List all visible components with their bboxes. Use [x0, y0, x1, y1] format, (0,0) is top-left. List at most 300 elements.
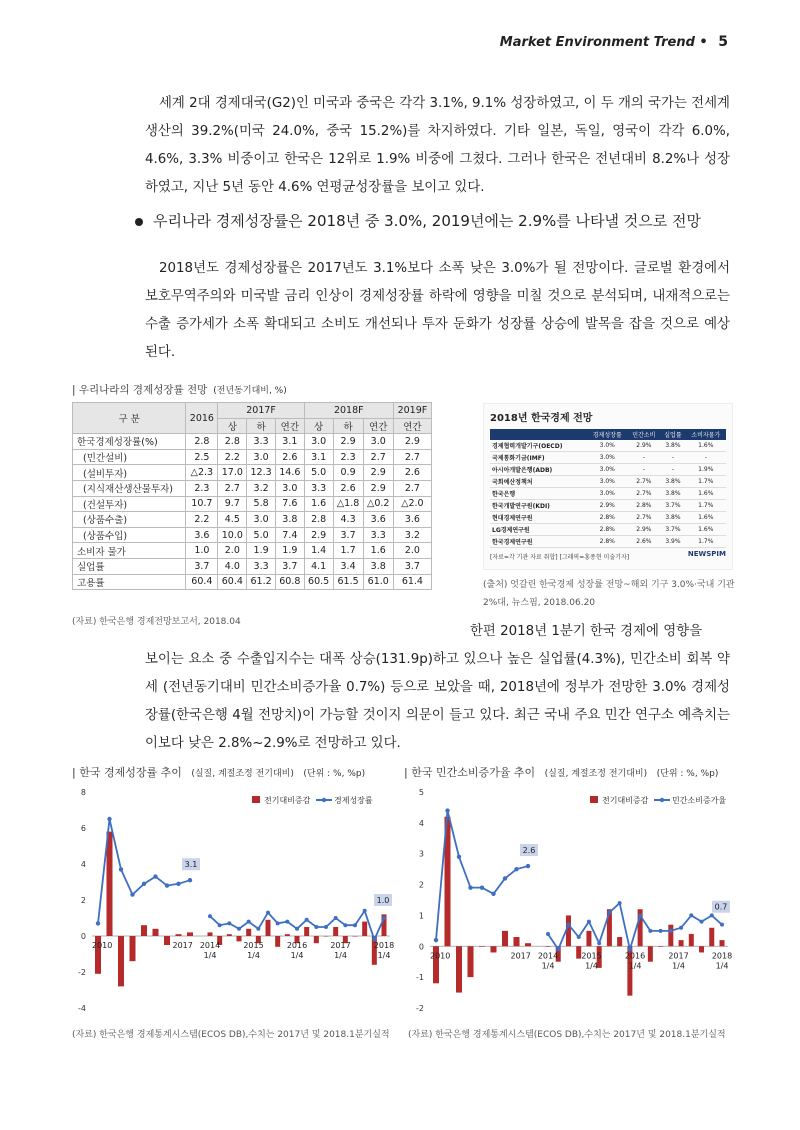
image-table-row	[490, 440, 726, 452]
image-table-cell: 3.7%	[660, 524, 685, 536]
paragraph-g2-text: 세계 2대 경제대국(G2)인 미국과 중국은 각각 3.1%, 9.1% 성장하였고, 이 두 개의 국가는 전세계 생산의 39.2%(미국 24.0%, 중국 15.2%)를 차지하였다. 기타 일본, 독일, 영국이 각각 6.0%, 4.6%, 3.3% 비중이고 한국은 12위로 1.9% 비중에 그쳤다. 그러나 한국은 전년대비 8.2%나 성장하였고, 지난 5년 동안 4.6% 연평균성장률을 보이고 있다.	[145, 96, 730, 195]
annual-bar	[479, 946, 485, 947]
table-cell: 3.0	[247, 449, 276, 465]
legend-bar-swatch	[590, 796, 598, 803]
th-yeon: 연간	[275, 418, 304, 434]
image-table-cell: 국제통화기금(IMF)	[490, 452, 587, 464]
image-table-cell: 1.6%	[686, 440, 726, 452]
table-cell: 2.9	[304, 527, 333, 543]
quarter-point	[679, 926, 683, 930]
paragraph-q1-start	[470, 618, 730, 646]
legend-bar-label: 전기대비증감	[264, 796, 311, 805]
quarter-point	[566, 923, 570, 927]
quarter-point	[285, 920, 289, 924]
quarter-value-label: 0.7	[714, 902, 728, 912]
image-table-row	[490, 488, 726, 500]
image-table-cell: 한국경제연구원	[490, 536, 587, 548]
quarter-line	[210, 911, 384, 940]
image-table-cell: -	[627, 464, 660, 476]
image-table-cell: 3.8%	[660, 440, 685, 452]
table-cell: 3.0	[304, 434, 333, 450]
quarter-point	[597, 941, 601, 945]
table-cell: 61.2	[247, 574, 276, 590]
quarter-point	[256, 927, 260, 931]
image-table-cell: 3.0%	[587, 488, 627, 500]
image-table-header: 소비자물가	[686, 429, 726, 440]
annual-point	[445, 808, 449, 812]
row-label: (상품수입)	[73, 527, 186, 543]
quarter-bar	[266, 920, 271, 936]
quarter-bar	[285, 934, 290, 936]
image-table-cell: 1.6%	[686, 512, 726, 524]
table-cell: 3.2	[247, 480, 276, 496]
th-sang: 상	[304, 418, 333, 434]
y-tick-label: 2	[418, 880, 424, 890]
table-cell: 1.9	[247, 543, 276, 559]
quarter-tick-year: 2014	[537, 951, 559, 961]
table-cell: 3.7	[275, 558, 304, 574]
quarter-point	[237, 927, 241, 931]
annual-point	[107, 817, 111, 821]
table-cell: 1.4	[304, 543, 333, 559]
quarter-tick-year: 2016	[286, 941, 308, 950]
page-number: 5	[718, 34, 728, 50]
table-cell: 2.7	[393, 449, 431, 465]
quarter-bar	[304, 927, 309, 936]
table-cell: 3.0	[275, 480, 304, 496]
image-table-cell: 2.8%	[627, 500, 660, 512]
table-row	[73, 480, 432, 496]
image-table-row	[490, 500, 726, 512]
annual-point	[142, 882, 146, 886]
annual-bar	[468, 946, 474, 977]
table-cell: 3.3	[247, 434, 276, 450]
table-source: (자료) 한국은행 경제전망보고서, 2018.04	[72, 617, 241, 627]
chart1-subtitle: (실질, 계절조정 전기대비)	[191, 769, 294, 779]
table-cell: 2.2	[218, 449, 247, 465]
image-table-cell: 2.7%	[627, 512, 660, 524]
quarter-bar	[237, 936, 242, 941]
row-label: (건설투자)	[73, 496, 186, 512]
table-caption-title: | 우리나라의 경제성장률 전망	[72, 384, 208, 396]
table-cell: 9.7	[218, 496, 247, 512]
annual-point	[491, 892, 495, 896]
quarter-bar	[709, 928, 714, 947]
quarter-point	[720, 923, 724, 927]
annual-bar	[514, 937, 520, 946]
y-tick-label: -4	[78, 1004, 86, 1013]
table-cell: 2.2	[186, 512, 218, 528]
image-source-1: (출처) 엇갈린 한국경제 성장률 전망~해외 기구 3.0%·국내 기관	[483, 580, 735, 590]
annual-point	[188, 878, 192, 882]
table-cell: 2.6	[333, 480, 363, 496]
table-row	[73, 527, 432, 543]
table-cell: △2.3	[186, 465, 218, 481]
image-forecast-table	[490, 429, 726, 548]
table-cell: 2.8	[304, 512, 333, 528]
image-table-cell: -	[686, 452, 726, 464]
quarter-tick-sub: 1/4	[715, 961, 729, 971]
quarter-bar	[648, 946, 653, 961]
annual-bar	[130, 936, 136, 961]
annual-point	[165, 883, 169, 887]
chart2-source: (자료) 한국은행 경제통계시스템(ECOS DB),수치는 2017년 및 2018.1분기실적	[408, 1030, 726, 1040]
annual-bar	[153, 929, 159, 936]
table-row	[73, 449, 432, 465]
quarter-point	[314, 925, 318, 929]
image-table-cell: 2.8%	[587, 524, 627, 536]
table-cell: 4.3	[333, 512, 363, 528]
table-cell: 3.6	[393, 512, 431, 528]
y-tick-label: 0	[418, 942, 424, 952]
th-ha: 하	[247, 418, 276, 434]
annual-point	[468, 885, 472, 889]
quarter-bar	[546, 946, 551, 947]
image-source-2: 2%대, 뉴스핌, 2018.06.20	[483, 598, 596, 608]
chart2-title: | 한국 민간소비증가율 추이	[404, 766, 536, 779]
y-tick-label: 4	[80, 860, 86, 869]
quarter-bar	[617, 937, 622, 946]
table-cell: 2.7	[363, 449, 393, 465]
image-table-cell: 3.0%	[587, 440, 627, 452]
table-cell: 5.0	[304, 465, 333, 481]
y-tick-label: -2	[78, 968, 86, 977]
table-cell: 5.0	[247, 527, 276, 543]
header-bullet: •	[699, 35, 708, 50]
x-tick-label: 2017	[172, 941, 193, 950]
table-row	[73, 574, 432, 590]
quarter-tick-year: 2018	[373, 941, 395, 950]
table-cell: 3.0	[247, 512, 276, 528]
quarter-tick-sub: 1/4	[628, 961, 642, 971]
bullet-dot-icon	[135, 218, 143, 226]
table-cell: △1.8	[333, 496, 363, 512]
image-table-cell: 3.0%	[587, 464, 627, 476]
table-cell: 61.0	[363, 574, 393, 590]
x-tick-label: 2010	[92, 941, 113, 950]
quarter-tick-year: 2015	[243, 941, 264, 950]
quarter-bar	[333, 927, 338, 936]
table-row	[73, 434, 432, 450]
quarter-tick-sub: 1/4	[585, 961, 598, 971]
table-cell: 3.1	[304, 449, 333, 465]
table-cell: 3.2	[393, 527, 431, 543]
image-table-cell: 3.8%	[660, 512, 685, 524]
quarter-bar	[586, 931, 591, 946]
table-cell: 2.7	[393, 480, 431, 496]
row-label: (지식재산생산물투자)	[73, 480, 186, 496]
table-cell: 2.0	[393, 543, 431, 559]
table-cell: 2.8	[186, 434, 218, 450]
quarter-point	[343, 923, 347, 927]
table-cell: 3.0	[363, 434, 393, 450]
image-title: 2018년 한국경제 전망	[490, 413, 593, 424]
quarter-tick-sub: 1/4	[541, 961, 555, 971]
image-table-cell: 3.7%	[660, 500, 685, 512]
table-cell: 4.1	[304, 558, 333, 574]
row-label: (설비투자)	[73, 465, 186, 481]
quarter-bar	[314, 936, 319, 943]
quarter-line	[548, 903, 722, 949]
gdp-growth-chart	[60, 780, 400, 1020]
table-cell: 3.6	[186, 527, 218, 543]
image-table-cell: 2.8%	[587, 536, 627, 548]
image-table-cell: 현대경제연구원	[490, 512, 587, 524]
image-table-cell: 3.9%	[660, 536, 685, 548]
quarter-value-label: 1.0	[376, 896, 390, 905]
table-cell: 2.3	[186, 480, 218, 496]
quarter-point	[648, 929, 652, 933]
table-cell: 1.6	[363, 543, 393, 559]
annual-bar	[187, 932, 193, 936]
running-header	[500, 34, 728, 50]
y-tick-label: 4	[418, 818, 424, 828]
annual-point	[434, 938, 438, 942]
image-table-header: 민간소비	[627, 429, 660, 440]
legend-line-marker	[322, 798, 326, 802]
quarter-point	[247, 920, 251, 924]
newspim-logo: NEWSPIM	[687, 550, 726, 558]
table-cell: 3.3	[363, 527, 393, 543]
table-cell: 3.7	[186, 558, 218, 574]
y-tick-label: 1	[418, 911, 424, 921]
image-table-cell: 3.8%	[660, 476, 685, 488]
quarter-point	[276, 921, 280, 925]
table-cell: 3.4	[333, 558, 363, 574]
x-tick-label: 2017	[510, 951, 531, 961]
annual-point	[130, 892, 134, 896]
annual-point	[176, 882, 180, 886]
quarter-bar	[324, 936, 329, 937]
table-cell: 60.4	[186, 574, 218, 590]
legend-line-label: 경제성장률	[334, 796, 373, 805]
paragraph-2018-text: 2018년도 경제성장률은 2017년도 3.1%보다 소폭 낮은 3.0%가 될 전망이다. 글로벌 환경에서 보호무역주의와 미국발 금리 인상이 경제성장률 하락에 영향을 미칠 것으로 분석되며, 내재적으로는 수출 증가세가 소폭 확대되고 소비도 개선되나 투자 둔화가 성장률 상승에 발목을 잡을 것으로 예상된다.	[145, 261, 730, 360]
image-table-row	[490, 464, 726, 476]
quarter-tick-sub: 1/4	[672, 961, 685, 971]
image-table-header: 실업률	[660, 429, 685, 440]
quarter-point	[227, 921, 231, 925]
image-table-cell: 3.0%	[587, 452, 627, 464]
quarter-point	[710, 913, 714, 917]
table-cell: 3.7	[333, 527, 363, 543]
table-cell: 7.4	[275, 527, 304, 543]
quarter-tick-sub: 1/4	[377, 951, 391, 960]
table-cell: 2.9	[393, 434, 431, 450]
table-cell: 0.9	[333, 465, 363, 481]
table-cell: 4.5	[218, 512, 247, 528]
quarter-tick-year: 2017	[668, 951, 689, 961]
table-cell: 61.4	[393, 574, 431, 590]
y-tick-label: 8	[80, 788, 86, 797]
th-2016: 2016	[186, 403, 218, 434]
row-label: (상품수출)	[73, 512, 186, 528]
table-cell: 3.3	[304, 480, 333, 496]
row-label: (민간설비)	[73, 449, 186, 465]
th-label: 구 분	[73, 403, 186, 434]
table-cell: 2.3	[333, 449, 363, 465]
row-label: 고용률	[73, 574, 186, 590]
image-table-cell: 1.6%	[686, 524, 726, 536]
table-cell: 2.8	[218, 434, 247, 450]
table-cell: 3.6	[363, 512, 393, 528]
y-tick-label: 6	[80, 824, 86, 833]
image-table-cell: -	[660, 452, 685, 464]
quarter-point	[700, 920, 704, 924]
row-label: 소비자 물가	[73, 543, 186, 559]
image-table-row	[490, 536, 726, 548]
quarter-point	[607, 910, 611, 914]
quarter-tick-year: 2017	[330, 941, 351, 950]
annual-value-label: 3.1	[184, 860, 198, 870]
image-table-cell: 국회예산정책처	[490, 476, 587, 488]
bullet-text: 우리나라 경제성장률은 2018년 중 3.0%, 2019년에는 2.9%를 나타낼 것으로 전망	[153, 212, 702, 230]
table-cell: 3.8	[363, 558, 393, 574]
quarter-bar	[699, 946, 704, 952]
quarter-bar	[658, 946, 663, 947]
table-cell: 2.7	[218, 480, 247, 496]
table-row	[73, 512, 432, 528]
y-tick-label: -1	[416, 973, 424, 983]
quarter-bar	[668, 925, 673, 947]
quarter-point	[587, 920, 591, 924]
image-table-row	[490, 476, 726, 488]
image-table-header	[490, 429, 587, 440]
quarter-point	[689, 913, 693, 917]
annual-bar	[491, 946, 497, 952]
table-cell: 1.0	[186, 543, 218, 559]
image-table-cell: 2.8%	[587, 512, 627, 524]
image-table-header: 경제성장률	[587, 429, 627, 440]
table-caption-unit: (전년동기대비, %)	[213, 386, 287, 396]
th-yeon: 연간	[393, 418, 431, 434]
image-table-cell: -	[627, 452, 660, 464]
quarter-point	[334, 916, 338, 920]
paragraph-2018	[145, 255, 730, 367]
annual-bar	[107, 832, 113, 936]
quarter-tick-year: 2016	[624, 951, 646, 961]
annual-bar	[118, 936, 124, 986]
quarter-bar	[679, 940, 684, 946]
y-tick-label: 2	[80, 896, 86, 905]
th-2019: 2019F	[393, 403, 431, 419]
legend-bar-label: 전기대비증감	[602, 796, 649, 805]
quarter-point	[218, 923, 222, 927]
quarter-tick-year: 2015	[581, 951, 602, 961]
quarter-point	[208, 914, 212, 918]
table-cell: 17.0	[218, 465, 247, 481]
row-label: 한국경제성장률(%)	[73, 434, 186, 450]
image-table-cell: -	[660, 464, 685, 476]
consumption-growth-chart	[398, 780, 738, 1020]
table-cell: 1.9	[275, 543, 304, 559]
table-cell: 61.5	[333, 574, 363, 590]
quarter-point	[382, 916, 386, 920]
chart1-unit: (단위 : %, %p)	[303, 769, 366, 779]
legend-bar-swatch	[252, 796, 260, 803]
quarter-bar	[275, 936, 280, 947]
table-cell: 14.6	[275, 465, 304, 481]
image-table-cell: LG경제연구원	[490, 524, 587, 536]
th-2017: 2017F	[218, 403, 304, 419]
table-cell: 3.3	[247, 558, 276, 574]
quarter-point	[266, 911, 270, 915]
growth-forecast-table	[72, 402, 432, 590]
quarter-bar	[362, 922, 367, 936]
quarter-tick-sub: 1/4	[247, 951, 260, 960]
table-cell: 60.8	[275, 574, 304, 590]
table-cell: △0.2	[363, 496, 393, 512]
legend-line-label: 민간소비증가율	[672, 796, 727, 805]
image-table-cell: 1.7%	[686, 500, 726, 512]
header-title: Market Environment Trend	[499, 35, 695, 50]
annual-point	[96, 921, 100, 925]
table-cell: 2.6	[393, 465, 431, 481]
quarter-bar	[720, 940, 725, 946]
annual-bar	[456, 946, 462, 992]
quarter-point	[659, 929, 663, 933]
image-table-cell: 2.7%	[627, 476, 660, 488]
quarter-tick-year: 2014	[199, 941, 221, 950]
quarter-bar	[227, 934, 232, 936]
annual-point	[503, 876, 507, 880]
image-table-row	[490, 452, 726, 464]
image-footnote-text: [자료=각 기관 자료 취합] [그래픽=홍종현 미술기자]	[490, 554, 630, 561]
image-table-cell: 3.0%	[587, 476, 627, 488]
quarter-tick-sub: 1/4	[334, 951, 347, 960]
table-cell: 2.9	[363, 480, 393, 496]
image-footnote	[490, 552, 726, 561]
image-table-cell: 경제협력개발기구(OECD)	[490, 440, 587, 452]
annual-point	[119, 867, 123, 871]
table-cell: 3.1	[275, 434, 304, 450]
row-label: 실업률	[73, 558, 186, 574]
annual-value-label: 2.6	[522, 846, 536, 856]
table-cell: 2.0	[218, 543, 247, 559]
quarter-bar	[353, 936, 358, 937]
image-table-cell: 2.9%	[627, 440, 660, 452]
image-table-row	[490, 512, 726, 524]
image-table-cell: 2.7%	[627, 488, 660, 500]
table-cell: 2.9	[333, 434, 363, 450]
table-cell: 10.7	[186, 496, 218, 512]
y-tick-label: 3	[418, 849, 424, 859]
quarter-tick-sub: 1/4	[203, 951, 217, 960]
annual-bar	[164, 936, 170, 945]
annual-bar	[502, 931, 508, 946]
annual-bar	[525, 943, 531, 946]
quarter-bar	[208, 932, 213, 936]
image-table-cell: 한국개발연구원(KDI)	[490, 500, 587, 512]
table-cell: 60.5	[304, 574, 333, 590]
quarter-point	[363, 909, 367, 913]
quarter-tick-year: 2018	[711, 951, 733, 961]
chart2-subtitle: (실질, 계절조정 전기대비)	[544, 769, 648, 779]
image-table-cell: 1.7%	[686, 536, 726, 548]
image-table-row	[490, 524, 726, 536]
table-caption	[72, 382, 287, 397]
table-row	[73, 465, 432, 481]
annual-bar	[176, 934, 182, 936]
annual-point	[526, 864, 530, 868]
annual-point	[153, 874, 157, 878]
newspim-forecast-image	[483, 403, 733, 570]
quarter-bar	[246, 929, 251, 936]
quarter-point	[305, 918, 309, 922]
table-cell: △2.0	[393, 496, 431, 512]
annual-point	[457, 855, 461, 859]
table-cell: 2.9	[363, 465, 393, 481]
quarter-bar	[689, 934, 694, 946]
